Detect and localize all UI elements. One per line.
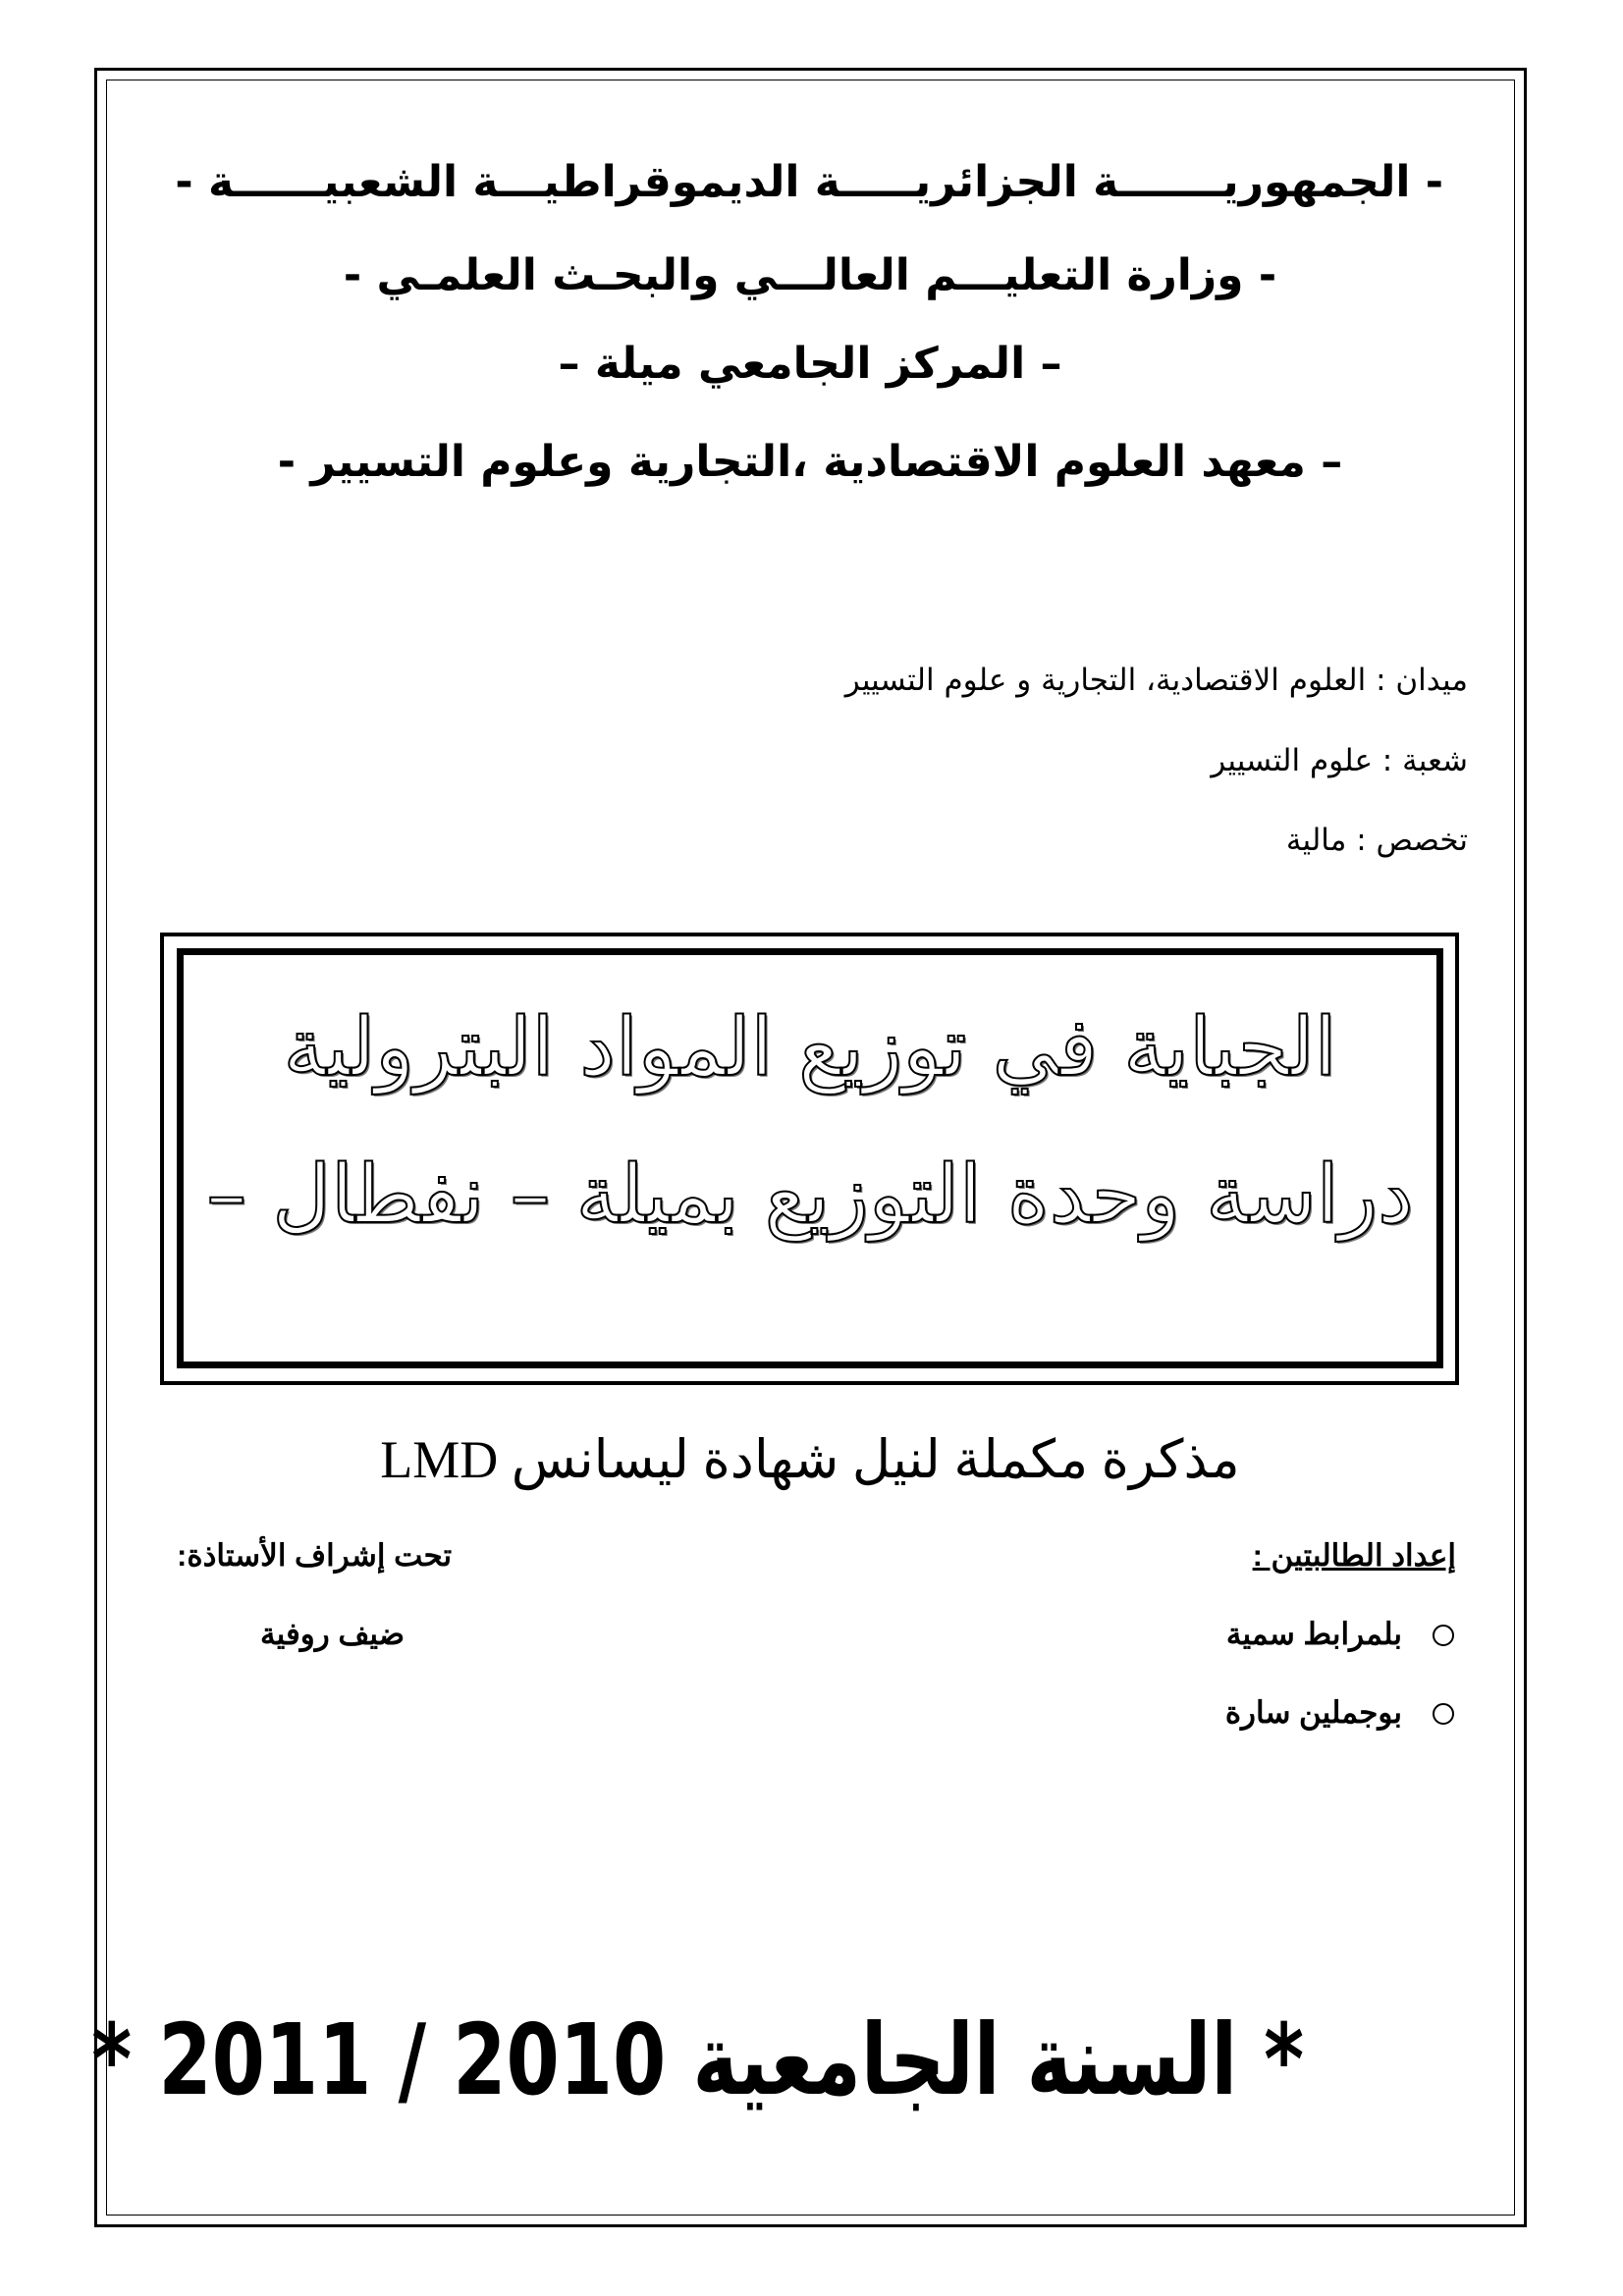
- thesis-title-line2: دراسة وحدة التوزيع بميلة – نفطال –: [206, 1148, 1414, 1242]
- memo-subtitle: مذكرة مكملة لنيل شهادة ليسانس LMD: [380, 1430, 1240, 1489]
- header-ministry: - وزارة التعليـــم العالـــي والبحـث العلمـي -: [343, 250, 1277, 300]
- field-domain: ميدان : العلوم الاقتصادية، التجارية و علوم التسيير: [844, 663, 1468, 698]
- supervisor-name: ضيف روفية: [260, 1617, 406, 1651]
- student-name-2: بوجملين سارة: [1224, 1695, 1402, 1730]
- field-branch: شعبة : علوم التسيير: [1211, 743, 1468, 778]
- academic-year: * السنة الجامعية 2010 / 2011 *: [91, 2002, 1305, 2117]
- student-name-1: بلمرابط سمية: [1225, 1617, 1402, 1651]
- bullet-icon: [1417, 1625, 1454, 1646]
- header-institute: – معهد العلوم الاقتصادية ،التجارية وعلوم التسيير -: [277, 437, 1343, 487]
- thesis-title-line1: الجباية في توزيع المواد البترولية: [283, 1001, 1337, 1095]
- students-label: إعداد الطالبتين :: [1252, 1538, 1456, 1573]
- field-specialty: تخصص : مالية: [1285, 823, 1468, 858]
- bullet-icon: [1417, 1703, 1454, 1725]
- supervisor-label: تحت إشراف الأستاذة:: [177, 1538, 453, 1573]
- header-republic: - الجمهوريـــــــة الجزائريـــــة الديموقراطيـــة الشعبيــــــة -: [175, 157, 1443, 207]
- header-university-center: – المركز الجامعي ميلة –: [558, 339, 1062, 389]
